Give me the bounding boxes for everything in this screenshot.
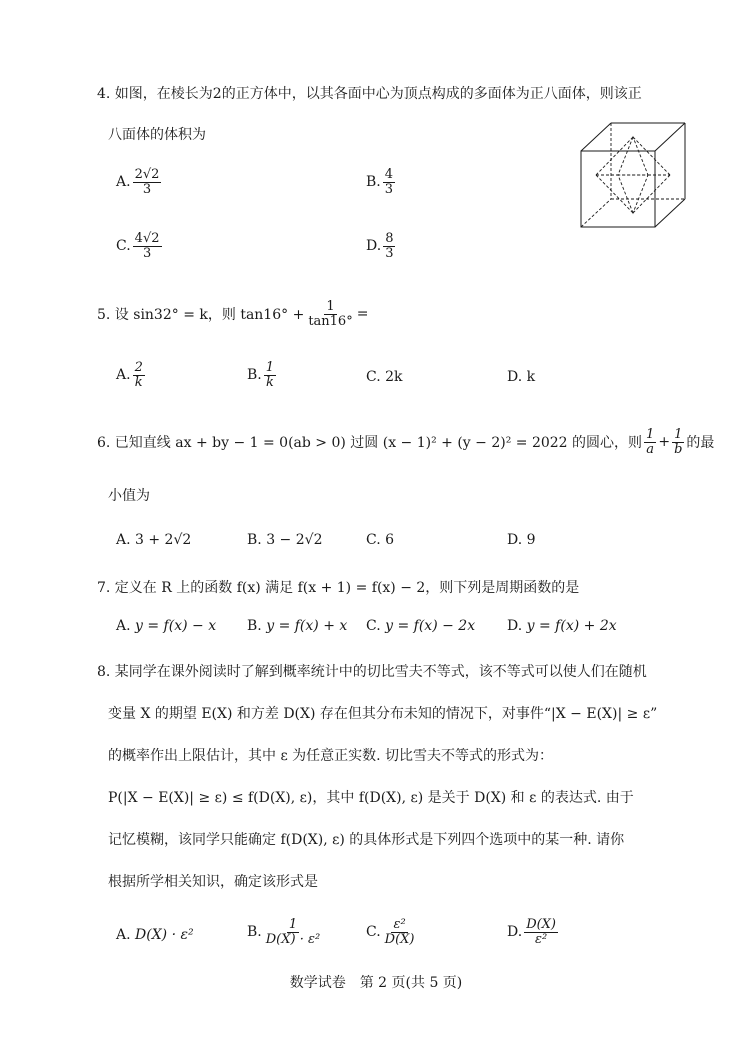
q7-option-d: D. y = f(x) + 2x [507,618,617,634]
cube-hidden-edge-diagonal [581,199,611,227]
q4-option-b-fraction: $\frac{4}{3}$ [384,167,394,197]
q8-option-d-fraction: $\frac{D(X)}{\text{ε²}}$ [526,917,557,947]
cube-octahedron-figure [577,117,689,237]
q6-option-b: B. 3 − 2√2 [247,532,323,548]
q5-stem-fraction: $\frac{1}{\tan 16^\circ}$ [308,299,353,329]
q6-stem-fraction-b: $\frac{1}{b}$ [674,427,683,457]
q4-option-c-fraction: $\frac{4√2}{3}$ [134,231,160,261]
q8-option-b-fraction: $\frac{1}{\text{D(X) · ε²}}$ [265,917,321,947]
q5-option-b: B. $\frac{1}{k}$ [247,360,275,390]
q8-option-d: D. $\frac{D(X)}{\text{ε²}}$ [507,917,557,947]
octahedron-edge-4 [633,175,670,213]
q5-option-d: D. k [507,369,536,385]
octahedron-edge-1 [596,137,633,175]
octahedron-upper-face [618,137,648,175]
q5-option-c: C. 2k [366,369,403,385]
cube-front-face [581,151,655,227]
cube-edge-top-right [655,123,685,151]
cube-edge-top-left [581,123,611,151]
q4-option-c: C. $\frac{4√2}{3}$ [116,231,160,261]
q6-stem-fraction-a: $\frac{1}{a}$ [646,427,655,457]
q6-stem-line2: 小值为 [108,488,150,504]
q7-option-b: B. y = f(x) + x [247,618,348,634]
q8-option-c-fraction: $\frac{\text{ε²}}{D(X)}$ [384,917,415,947]
q7-option-a: A. y = f(x) − x [116,618,217,634]
octahedron-edge-2 [596,175,633,213]
q8-stem-line5: 记忆模糊，该同学只能确定 f(D(X), ε) 的具体形式是下列四个选项中的某一种. 请你 [108,832,625,848]
q7-option-c: C. y = f(x) − 2x [366,618,476,634]
q6-option-c: C. 6 [366,532,395,548]
q6-stem: 6. 已知直线 ax + by − 1 = 0(ab > 0) 过圆 (x − 1)² + (y − 2)² = 2022 的圆心，则 $\frac{1}{a}$ + $\frac{1}{b}$ 的最 [97,427,715,457]
q4-option-a-fraction: $\frac{2√2}{3}$ [134,167,160,197]
q6-option-a: A. 3 + 2√2 [116,532,192,548]
q6-option-d: D. 9 [507,532,536,548]
cube-edge-bottom-right [655,199,685,227]
q8-option-a: A. D(X) · ε² [116,927,194,943]
octahedron-lower-face [618,175,648,213]
q8-stem-line3: 的概率作出上限估计，其中 ε 为任意正实数. 切比雪夫不等式的形式为： [108,748,554,764]
q5-stem: 5. 设 sin32° = k，则 tan16° + $\frac{1}{\tan 16^\circ}$ = [97,299,369,329]
q5-option-a: A. $\frac{2}{k}$ [116,360,143,390]
q5-option-a-fraction: $\frac{2}{k}$ [134,360,143,390]
q4-option-d: D. $\frac{8}{3}$ [366,231,394,261]
q8-stem-line4: P(|X − E(X)| ≥ ε) ≤ f(D(X), ε)，其中 f(D(X), ε) 是关于 D(X) 和 ε 的表达式. 由于 [108,790,634,806]
q8-option-c: C. $\frac{\text{ε²}}{D(X)}$ [366,917,415,947]
q4-option-d-fraction: $\frac{8}{3}$ [385,231,394,261]
page-footer: 数学试卷 第 2 页(共 5 页) [289,975,463,991]
q5-option-b-fraction: $\frac{1}{k}$ [265,360,275,390]
q8-option-b: B. $\frac{1}{\text{D(X) · ε²}}$ [247,917,321,947]
q4-option-b: B. $\frac{4}{3}$ [366,167,394,197]
q4-option-a: A. $\frac{2√2}{3}$ [116,167,160,197]
q8-stem-line1: 8. 某同学在课外阅读时了解到概率统计中的切比雪夫不等式，该不等式可以使人们在随机 [97,664,647,680]
q4-stem-line2: 八面体的体积为 [108,127,206,143]
q7-stem: 7. 定义在 R 上的函数 f(x) 满足 f(x + 1) = f(x) − 2，则下列是周期函数的是 [97,580,580,596]
q8-stem-line2: 变量 X 的期望 E(X) 和方差 D(X) 存在但其分布未知的情况下，对事件“|X − E(X)| ≥ ε” [108,706,658,722]
q8-stem-line6: 根据所学相关知识，确定该形式是 [108,874,318,890]
q4-stem-line1: 4. 如图，在棱长为2的正方体中，以其各面中心为顶点构成的多面体为正八面体，则该正 [97,86,642,102]
